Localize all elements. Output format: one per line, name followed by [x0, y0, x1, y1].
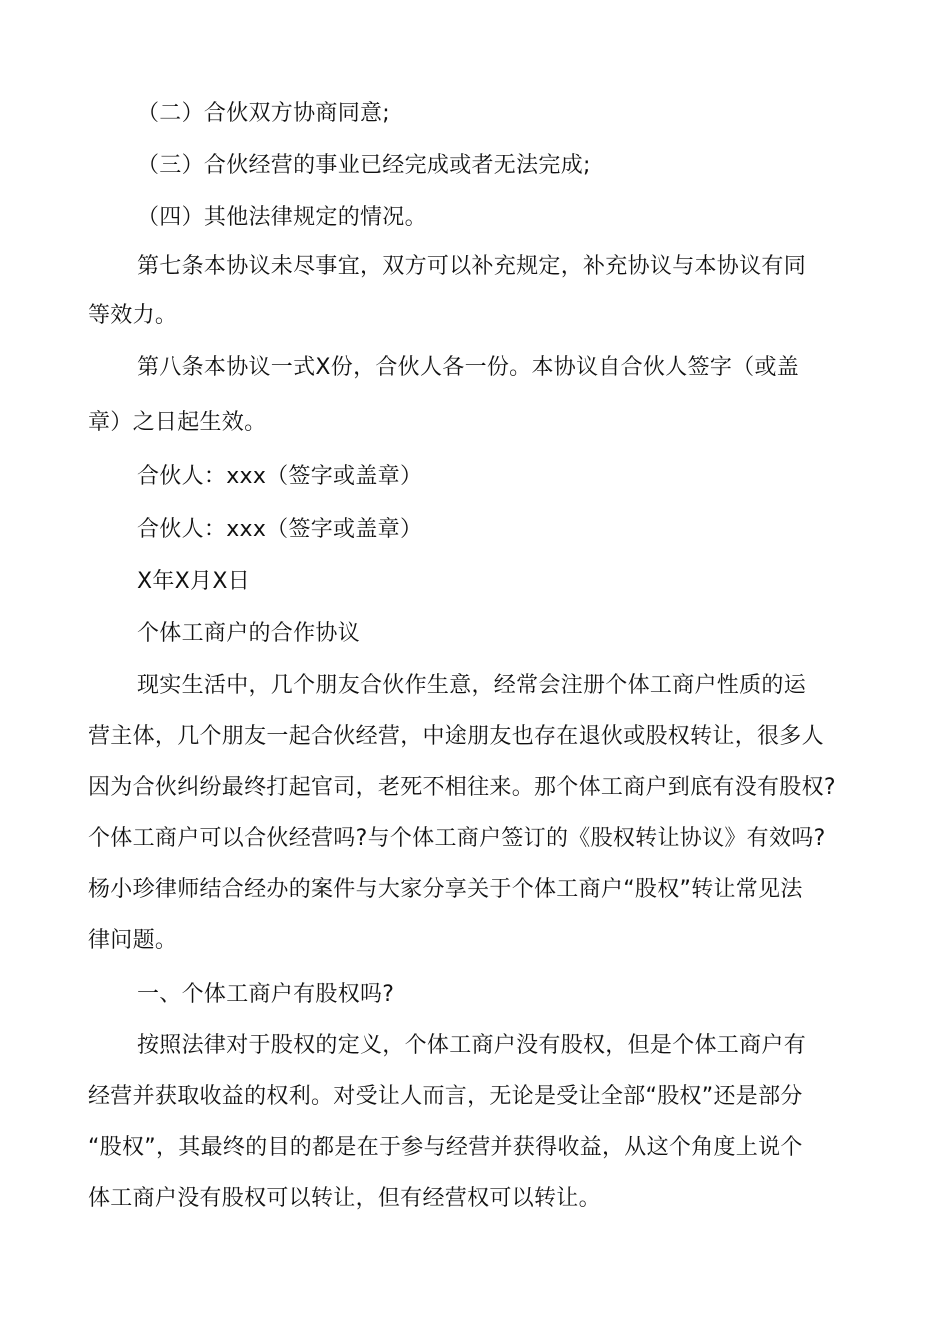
clause-item-4: （四）其他法律规定的情况。 [137, 205, 427, 230]
partner-signature-2: 合伙人：xxx（签字或盖章） [137, 517, 423, 542]
article-7-line-2: 等效力。 [88, 303, 178, 328]
signature-date: X年X月X日 [137, 569, 251, 594]
clause-item-2: （二）合伙双方协商同意; [137, 101, 391, 126]
paragraph-line: 体工商户没有股权可以转让，但有经营权可以转让。 [88, 1186, 601, 1211]
article-8-line-1: 第八条本协议一式X份，合伙人各一份。本协议自合伙人签字（或盖 [137, 355, 800, 380]
article-7-line-1: 第七条本协议未尽事宜，双方可以补充规定，补充协议与本协议有同 [137, 254, 807, 279]
paragraph-line: 个体工商户可以合伙经营吗?与个体工商户签订的《股权转让协议》有效吗? [88, 826, 826, 851]
section-title: 个体工商户的合作协议 [137, 621, 361, 646]
paragraph-line: “股权”，其最终的目的都是在于参与经营并获得收益，从这个角度上说个 [88, 1135, 803, 1160]
paragraph-line: 按照法律对于股权的定义，个体工商户没有股权，但是个体工商户有 [137, 1033, 807, 1058]
article-8-line-2: 章）之日起生效。 [88, 410, 267, 435]
paragraph-line: 营主体，几个朋友一起合伙经营，中途朋友也存在退伙或股权转让，很多人 [88, 724, 824, 749]
subheading: 一、个体工商户有股权吗? [137, 982, 395, 1007]
paragraph-line: 现实生活中，几个朋友合伙作生意，经常会注册个体工商户性质的运 [137, 673, 807, 698]
clause-item-3: （三）合伙经营的事业已经完成或者无法完成; [137, 153, 591, 178]
paragraph-line: 杨小珍律师结合经办的案件与大家分享关于个体工商户“股权”转让常见法 [88, 877, 803, 902]
paragraph-line: 经营并获取收益的权利。对受让人而言，无论是受让全部“股权”还是部分 [88, 1084, 803, 1109]
paragraph-line: 律问题。 [88, 928, 178, 953]
paragraph-line: 因为合伙纠纷最终打起官司，老死不相往来。那个体工商户到底有没有股权? [88, 775, 836, 800]
partner-signature-1: 合伙人：xxx（签字或盖章） [137, 464, 423, 489]
